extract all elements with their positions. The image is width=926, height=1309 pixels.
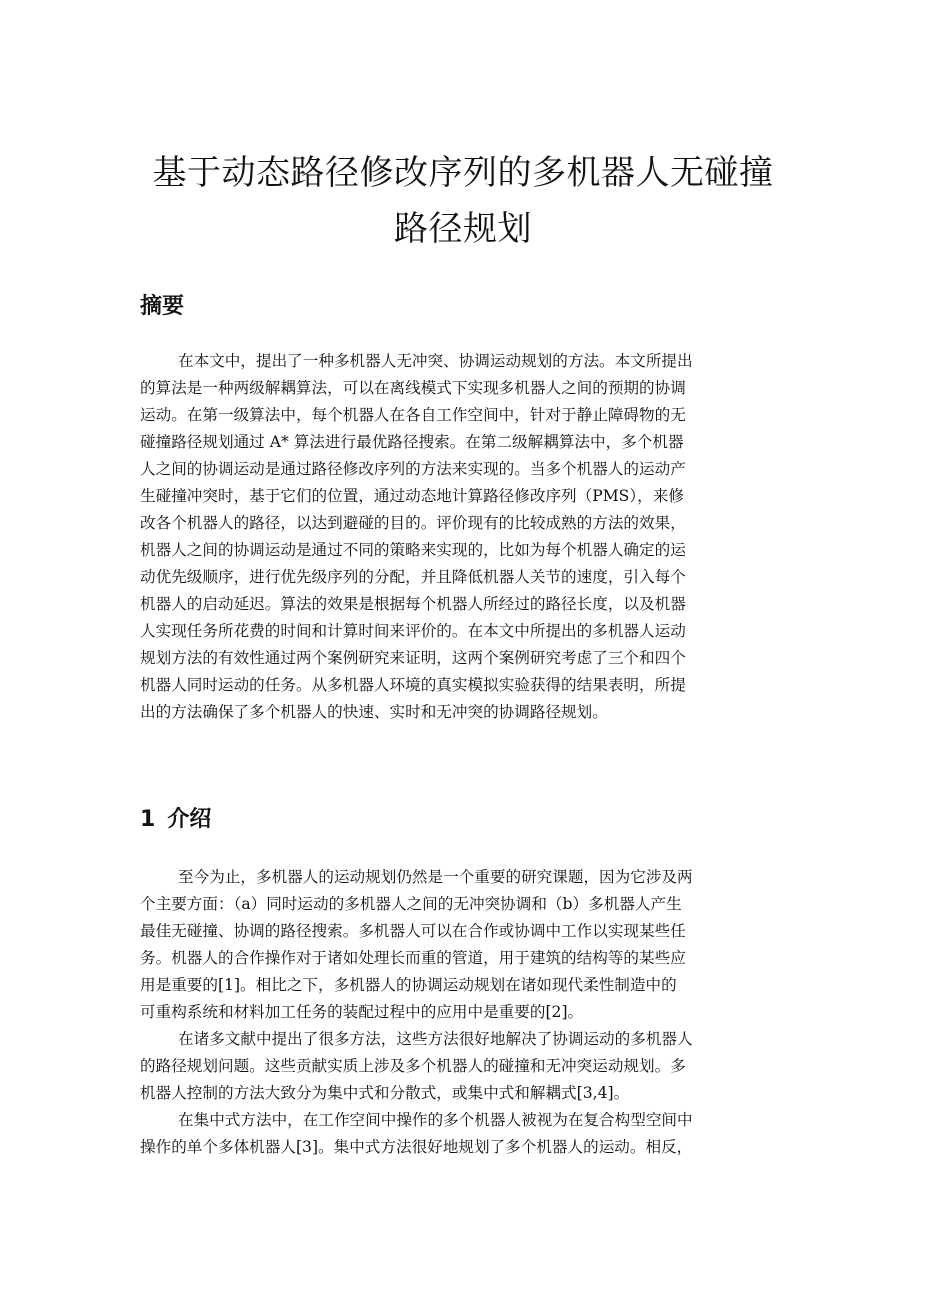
intro-line: 在集中式方法中，在工作空间中操作的多个机器人被视为在复合构型空间中 [178,1111,693,1129]
intro-line: 最佳无碰撞、协调的路径搜索。多机器人可以在合作或协调中工作以实现某些任 [140,922,686,940]
abstract-line: 机器人之间的协调运动是通过不同的策略来实现的，比如为每个机器人确定的运 [140,541,686,559]
abstract-line: 在本文中，提出了一种多机器人无冲突、协调运动规划的方法。本文所提出 [178,352,693,370]
intro-line: 机器人控制的方法大致分为集中式和分散式，或集中式和解耦式[3,4]。 [140,1084,630,1102]
abstract-line: 改各个机器人的路径，以达到避碰的目的。评价现有的比较成熟的方法的效果， [140,514,686,532]
intro-line: 在诸多文献中提出了很多方法，这些方法很好地解决了协调运动的多机器人 [178,1030,693,1048]
abstract-line: 出的方法确保了多个机器人的快速、实时和无冲突的协调路径规划。 [140,703,608,721]
intro-line: 至今为止，多机器人的运动规划仍然是一个重要的研究课题，因为它涉及两 [178,868,693,886]
intro-paragraph-2 [140,1026,788,1107]
paper-title [0,145,926,257]
abstract-line: 碰撞路径规划通过 A* 算法进行最优路径搜索。在第二级解耦算法中，多个机器 [140,433,684,451]
section-title: 介绍 [167,807,212,832]
abstract-line: 运动。在第一级算法中，每个机器人在各自工作空间中，针对于静止障碍物的无 [140,406,686,424]
abstract-line: 机器人同时运动的任务。从多机器人环境的真实模拟实验获得的结果表明，所提 [140,676,686,694]
intro-line: 个主要方面：（a）同时运动的多机器人之间的无冲突协调和（b）多机器人产生 [140,895,682,913]
intro-line: 用是重要的[1]。相比之下，多机器人的协调运动规划在诸如现代柔性制造中的 [140,976,677,994]
abstract-line: 的算法是一种两级解耦算法，可以在离线模式下实现多机器人之间的预期的协调 [140,379,686,397]
abstract-line: 人实现任务所花费的时间和计算时间来评价的。在本文中所提出的多机器人运动 [140,622,686,640]
intro-line: 务。机器人的合作操作对于诸如处理长而重的管道，用于建筑的结构等的某些应 [140,949,686,967]
intro-line: 可重构系统和材料加工任务的装配过程中的应用中是重要的[2]。 [140,1003,584,1021]
abstract-line: 机器人的启动延迟。算法的效果是根据每个机器人所经过的路径长度，以及机器 [140,595,686,613]
abstract-line: 生碰撞冲突时，基于它们的位置，通过动态地计算路径修改序列（PMS），来修 [140,487,684,505]
intro-paragraph-1 [140,864,788,1026]
section-number: 1 [140,807,156,832]
abstract-heading: 摘要 [140,294,185,319]
abstract-line: 规划方法的有效性通过两个案例研究来证明，这两个案例研究考虑了三个和四个 [140,649,686,667]
abstract-line: 人之间的协调运动是通过路径修改序列的方法来实现的。当多个机器人的运动产 [140,460,686,478]
intro-line: 的路径规划问题。这些贡献实质上涉及多个机器人的碰撞和无冲突运动规划。多 [140,1057,686,1075]
title-line-2: 路径规划 [394,209,532,249]
abstract-line: 动优先级顺序，进行优先级序列的分配，并且降低机器人关节的速度，引入每个 [140,568,686,586]
intro-paragraph-3 [140,1107,788,1161]
section-heading-introduction [140,805,211,835]
title-line-1: 基于动态路径修改序列的多机器人无碰撞 [152,153,774,193]
intro-line: 操作的单个多体机器人[3]。集中式方法很好地规划了多个机器人的运动。相反， [140,1138,693,1156]
abstract-paragraph [140,348,788,726]
